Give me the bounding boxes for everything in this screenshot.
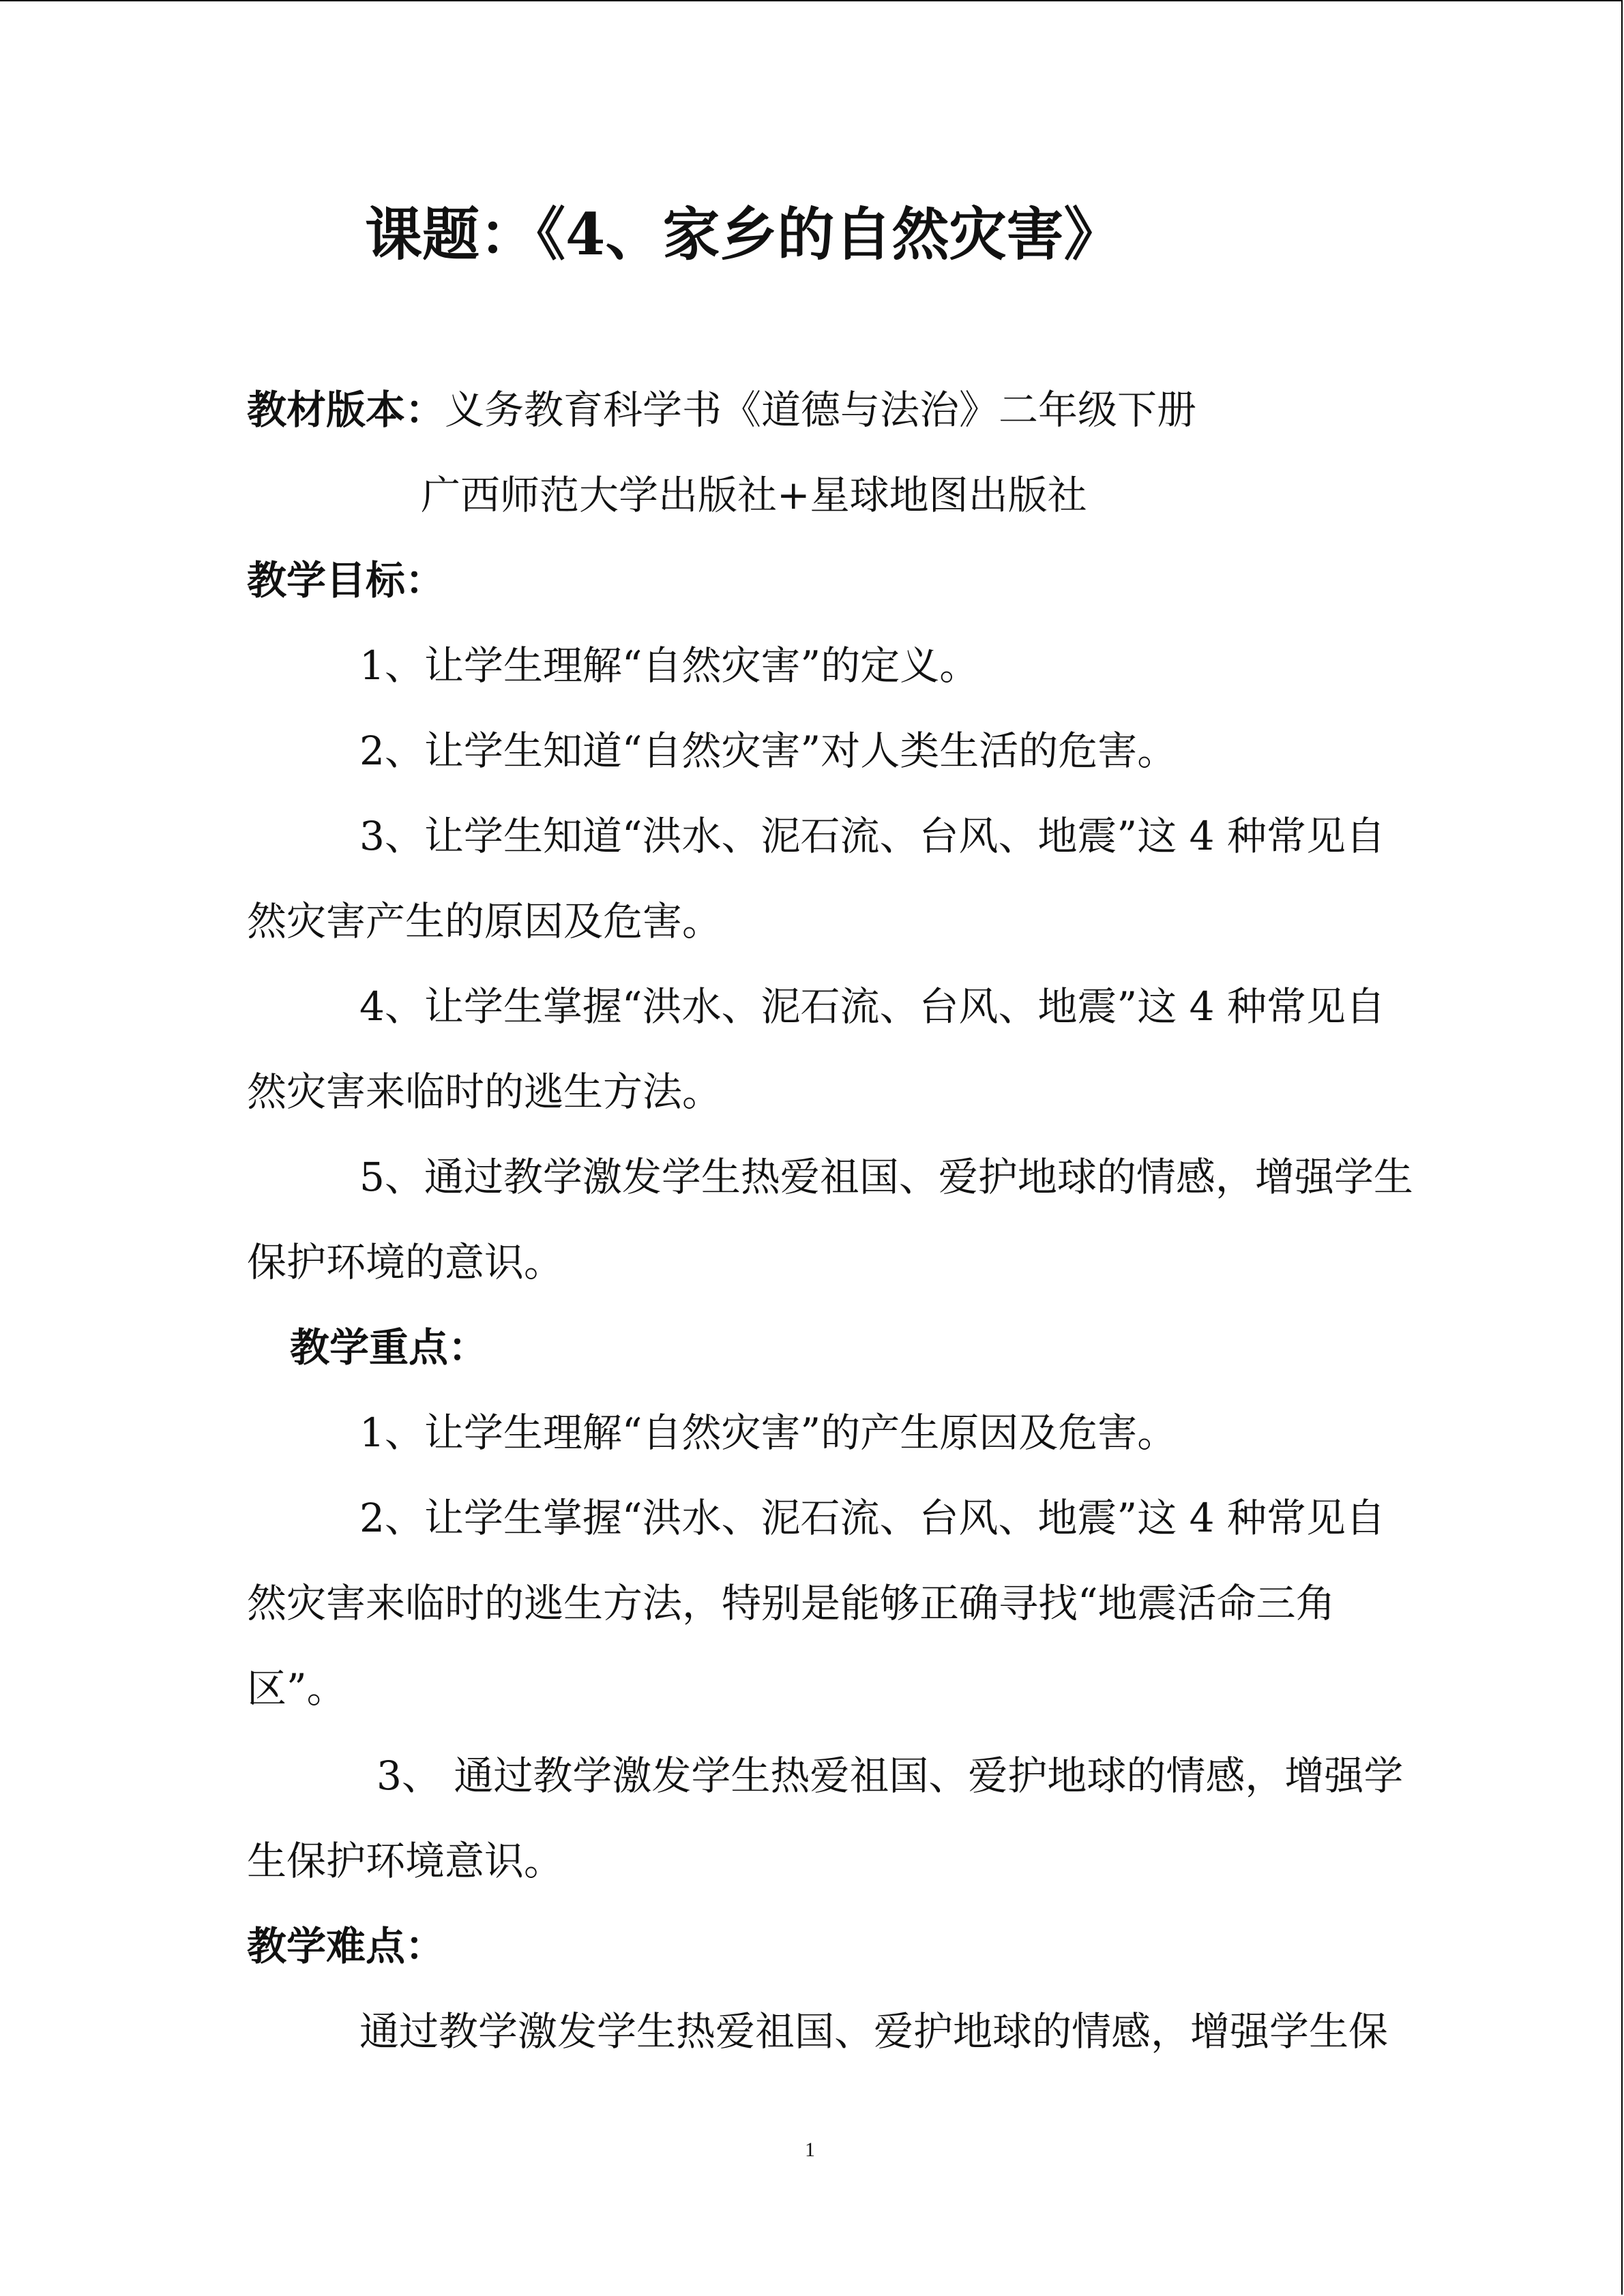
- key-point-line: 然灾害来临时的逃生方法，特别是能够正确寻找“地震活命三角: [247, 1580, 1335, 1626]
- objective-line: 4、让学生掌握“洪水、泥石流、台风、地震”这 4 种常见自: [359, 983, 1385, 1030]
- key-point-line: 1、让学生理解“自然灾害”的产生原因及危害。: [359, 1410, 1177, 1456]
- key-point-line: 2、让学生掌握“洪水、泥石流、台风、地震”这 4 种常见自: [359, 1495, 1385, 1541]
- objectives-heading: 教学目标：: [247, 557, 445, 603]
- key-point-line: 区”。: [247, 1665, 346, 1712]
- objective-line: 然灾害来临时的逃生方法。: [247, 1069, 722, 1115]
- textbook-line: [247, 387, 1197, 433]
- page-title: 课题：《4、家乡的自然灾害》: [365, 200, 1121, 268]
- objective-line: 1、让学生理解“自然灾害”的定义。: [359, 642, 979, 689]
- key-points-heading: 教学重点：: [290, 1324, 488, 1371]
- objective-line: 然灾害产生的原因及危害。: [247, 898, 722, 944]
- key-point-line: 3、 通过教学激发学生热爱祖国、爱护地球的情感，增强学: [377, 1753, 1404, 1799]
- textbook-publisher: 广西师范大学出版社+星球地图出版社: [421, 472, 1087, 518]
- difficulties-heading: 教学难点：: [247, 1923, 445, 1969]
- objective-line: 保护环境的意识。: [247, 1239, 564, 1285]
- key-point-line: 生保护环境意识。: [247, 1838, 564, 1884]
- difficulty-line: 通过教学激发学生热爱祖国、爱护地球的情感，增强学生保: [359, 2008, 1389, 2055]
- objective-line: 2、让学生知道“自然灾害”对人类生活的危害。: [359, 728, 1177, 774]
- objective-line: 5、通过教学激发学生热爱祖国、爱护地球的情感，增强学生: [359, 1154, 1413, 1200]
- textbook-label: 教材版本：: [247, 387, 445, 433]
- objective-line: 3、让学生知道“洪水、泥石流、台风、地震”这 4 种常见自: [359, 813, 1385, 859]
- page-number: 1: [805, 2138, 815, 2161]
- textbook-value: 义务教育科学书《道德与法治》二年级下册: [445, 387, 1197, 433]
